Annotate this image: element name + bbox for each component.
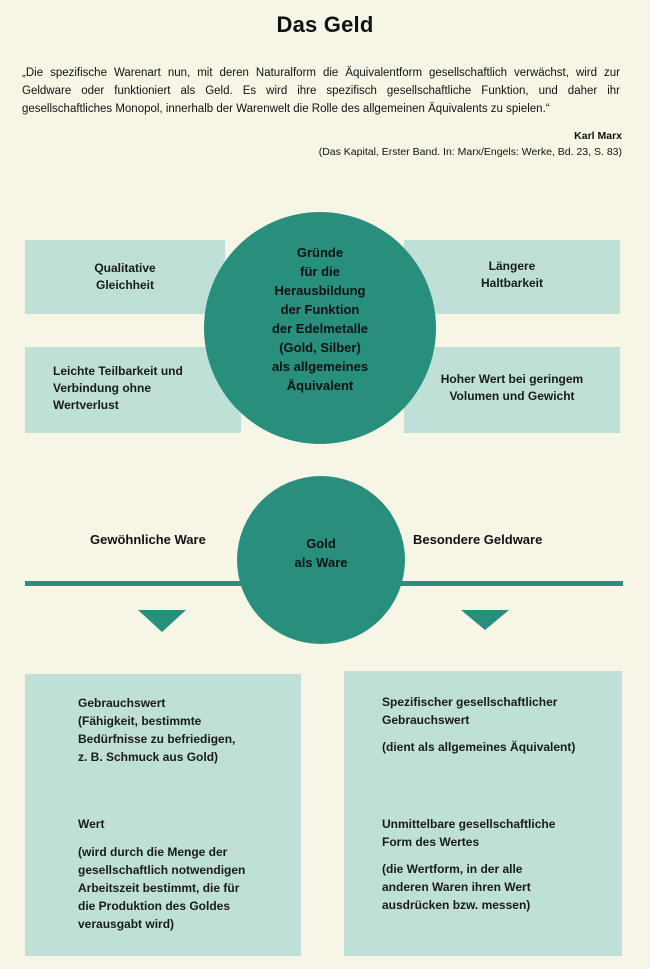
circle-line: Gründe [296, 245, 344, 260]
reason-box-top-right [404, 240, 620, 314]
circle-line: der Funktion [280, 302, 360, 317]
page-title: Das Geld [276, 12, 374, 37]
reason-box-top-left [25, 240, 225, 314]
reason-text: Gleichheit [95, 278, 154, 292]
use-value-text [78, 712, 235, 766]
value-text [78, 843, 245, 933]
panel-line: Form des Wertes [382, 835, 480, 849]
circle-line: als allgemeines [271, 359, 369, 374]
reasons-circle-text [224, 243, 416, 395]
reason-text: Verbindung ohne [53, 381, 151, 395]
panel-line: (wird durch die Menge der [78, 845, 228, 859]
marx-quote: „Die spezifische Warenart nun, mit deren Naturalform die Äquivalentform gesellschaftlich verwächst, wird zur Geldware oder funktioniert als Geld. Es wird ihre spezifisch gesellschaftliche Funktion, und daher ihr gesellschaftliches Monopol, innerhalb der Warenwelt die Rolle des allgemeinen Äquivalents zu spielen.“ [22, 67, 620, 115]
circle-line: Herausbildung [274, 283, 366, 298]
reason-text: Hoher Wert bei geringem [440, 372, 584, 386]
circle-line: (Gold, Silber) [279, 340, 361, 355]
panel-line: gesellschaftlich notwendigen [78, 863, 246, 877]
arrow-down-left-icon [138, 610, 186, 634]
circle-line: der Edelmetalle [271, 321, 369, 336]
panel-line: Gebrauchswert [382, 713, 470, 727]
panel-line: Arbeitszeit bestimmt, die für [78, 881, 240, 895]
panel-line: Unmittelbare gesellschaftliche [382, 817, 556, 831]
specific-use-value-heading [382, 693, 557, 729]
panel-line: (die Wertform, in der alle [382, 862, 523, 876]
panel-line: verausgabt wird) [78, 917, 175, 931]
gold-circle-text [237, 534, 405, 572]
use-value-heading: Gebrauchswert [78, 696, 166, 710]
reason-text: Wertverlust [53, 398, 119, 412]
panel-line: ausdrücken bzw. messen) [382, 898, 531, 912]
reason-text: Volumen und Gewicht [449, 389, 575, 403]
panel-line: z. B. Schmuck aus Gold) [78, 750, 219, 764]
panel-line: die Produktion des Goldes [78, 899, 231, 913]
label-money-commodity: Besondere Geldware [413, 532, 543, 547]
reason-text: Längere [488, 259, 536, 273]
reason-text: Qualitative [94, 261, 156, 275]
value-form-text [382, 860, 531, 914]
panel-line: Spezifischer gesellschaftlicher [382, 695, 558, 709]
quote-source: (Das Kapital, Erster Band. In: Marx/Engels: Werke, Bd. 23, S. 83) [318, 146, 622, 158]
value-heading: Wert [78, 817, 105, 831]
quote-author: Karl Marx [574, 130, 622, 142]
circle-line: Gold [306, 536, 336, 551]
reason-box-bottom-right [404, 347, 620, 433]
circle-line: für die [300, 264, 340, 279]
arrow-down-right-icon [461, 610, 509, 632]
panel-line: (Fähigkeit, bestimmte [78, 714, 202, 728]
circle-line: als Ware [294, 555, 348, 570]
reason-text: Haltbarkeit [480, 276, 544, 290]
specific-use-value-text: (dient als allgemeines Äquivalent) [382, 740, 576, 754]
panel-line: anderen Waren ihren Wert [382, 880, 531, 894]
reason-text: Leichte Teilbarkeit und [53, 364, 183, 378]
circle-line: Äquivalent [286, 378, 354, 393]
value-form-heading [382, 815, 555, 851]
label-ordinary-commodity: Gewöhnliche Ware [90, 532, 206, 547]
panel-line: Bedürfnisse zu befriedigen, [78, 732, 236, 746]
